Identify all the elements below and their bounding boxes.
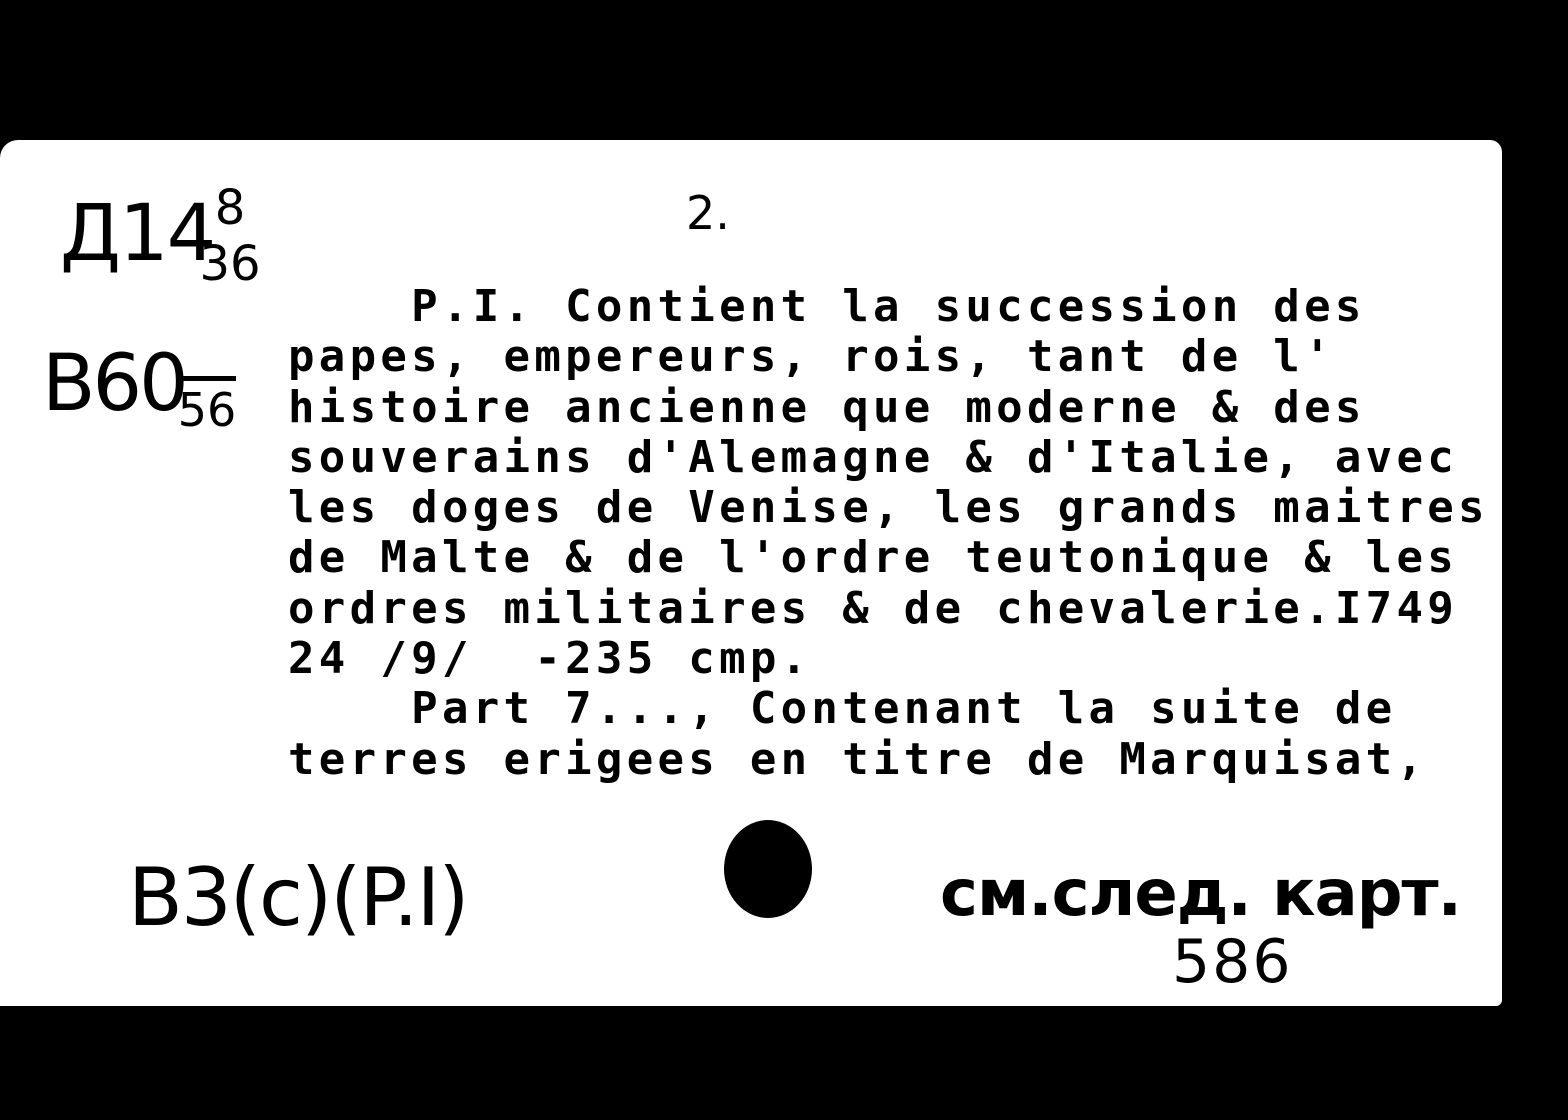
shelfmark-1-main: Д14 — [60, 189, 215, 279]
punch-hole — [724, 820, 812, 918]
location-note: В3(с)(P.I) — [128, 851, 468, 944]
typed-line: P.I. Contient la succession des — [288, 281, 1366, 332]
typed-line: Part 7..., Contenant la suite de — [288, 683, 1397, 735]
shelfmark-1-numerator: 8 — [214, 180, 246, 236]
typed-description — [288, 282, 1489, 785]
card-page-number: 2. — [686, 186, 730, 240]
shelfmark-2-numerator — [172, 352, 242, 376]
typed-line: souverains d'Alemagne & d'Italie, avec — [288, 431, 1459, 483]
typed-line: histoire ancienne que moderne & des — [288, 381, 1366, 433]
typed-line: ordres militaires & de chevalerie.I749 — [288, 582, 1459, 634]
shelfmark-1-fraction — [190, 180, 270, 292]
shelfmark-2-denominator: 56 — [177, 383, 237, 437]
see-next-card-note: см.след. карт. — [940, 857, 1461, 931]
typed-line: terres erigees en titre de Marquisat, — [288, 733, 1428, 785]
typed-line: papes, empereurs, rois, tant de l' — [288, 331, 1335, 383]
typed-line: de Malte & de l'ordre teutonique & les — [288, 532, 1459, 584]
shelfmark-1-denominator: 36 — [199, 236, 261, 292]
shelfmark-2-main: В60 — [42, 339, 186, 429]
see-next-card-number: 586 — [1172, 927, 1293, 997]
typed-line: 24 /9/ -235 cmp. — [288, 633, 812, 685]
shelfmark-2-fraction — [172, 352, 242, 439]
typed-line: les doges de Venise, les grands maitres — [288, 482, 1489, 534]
